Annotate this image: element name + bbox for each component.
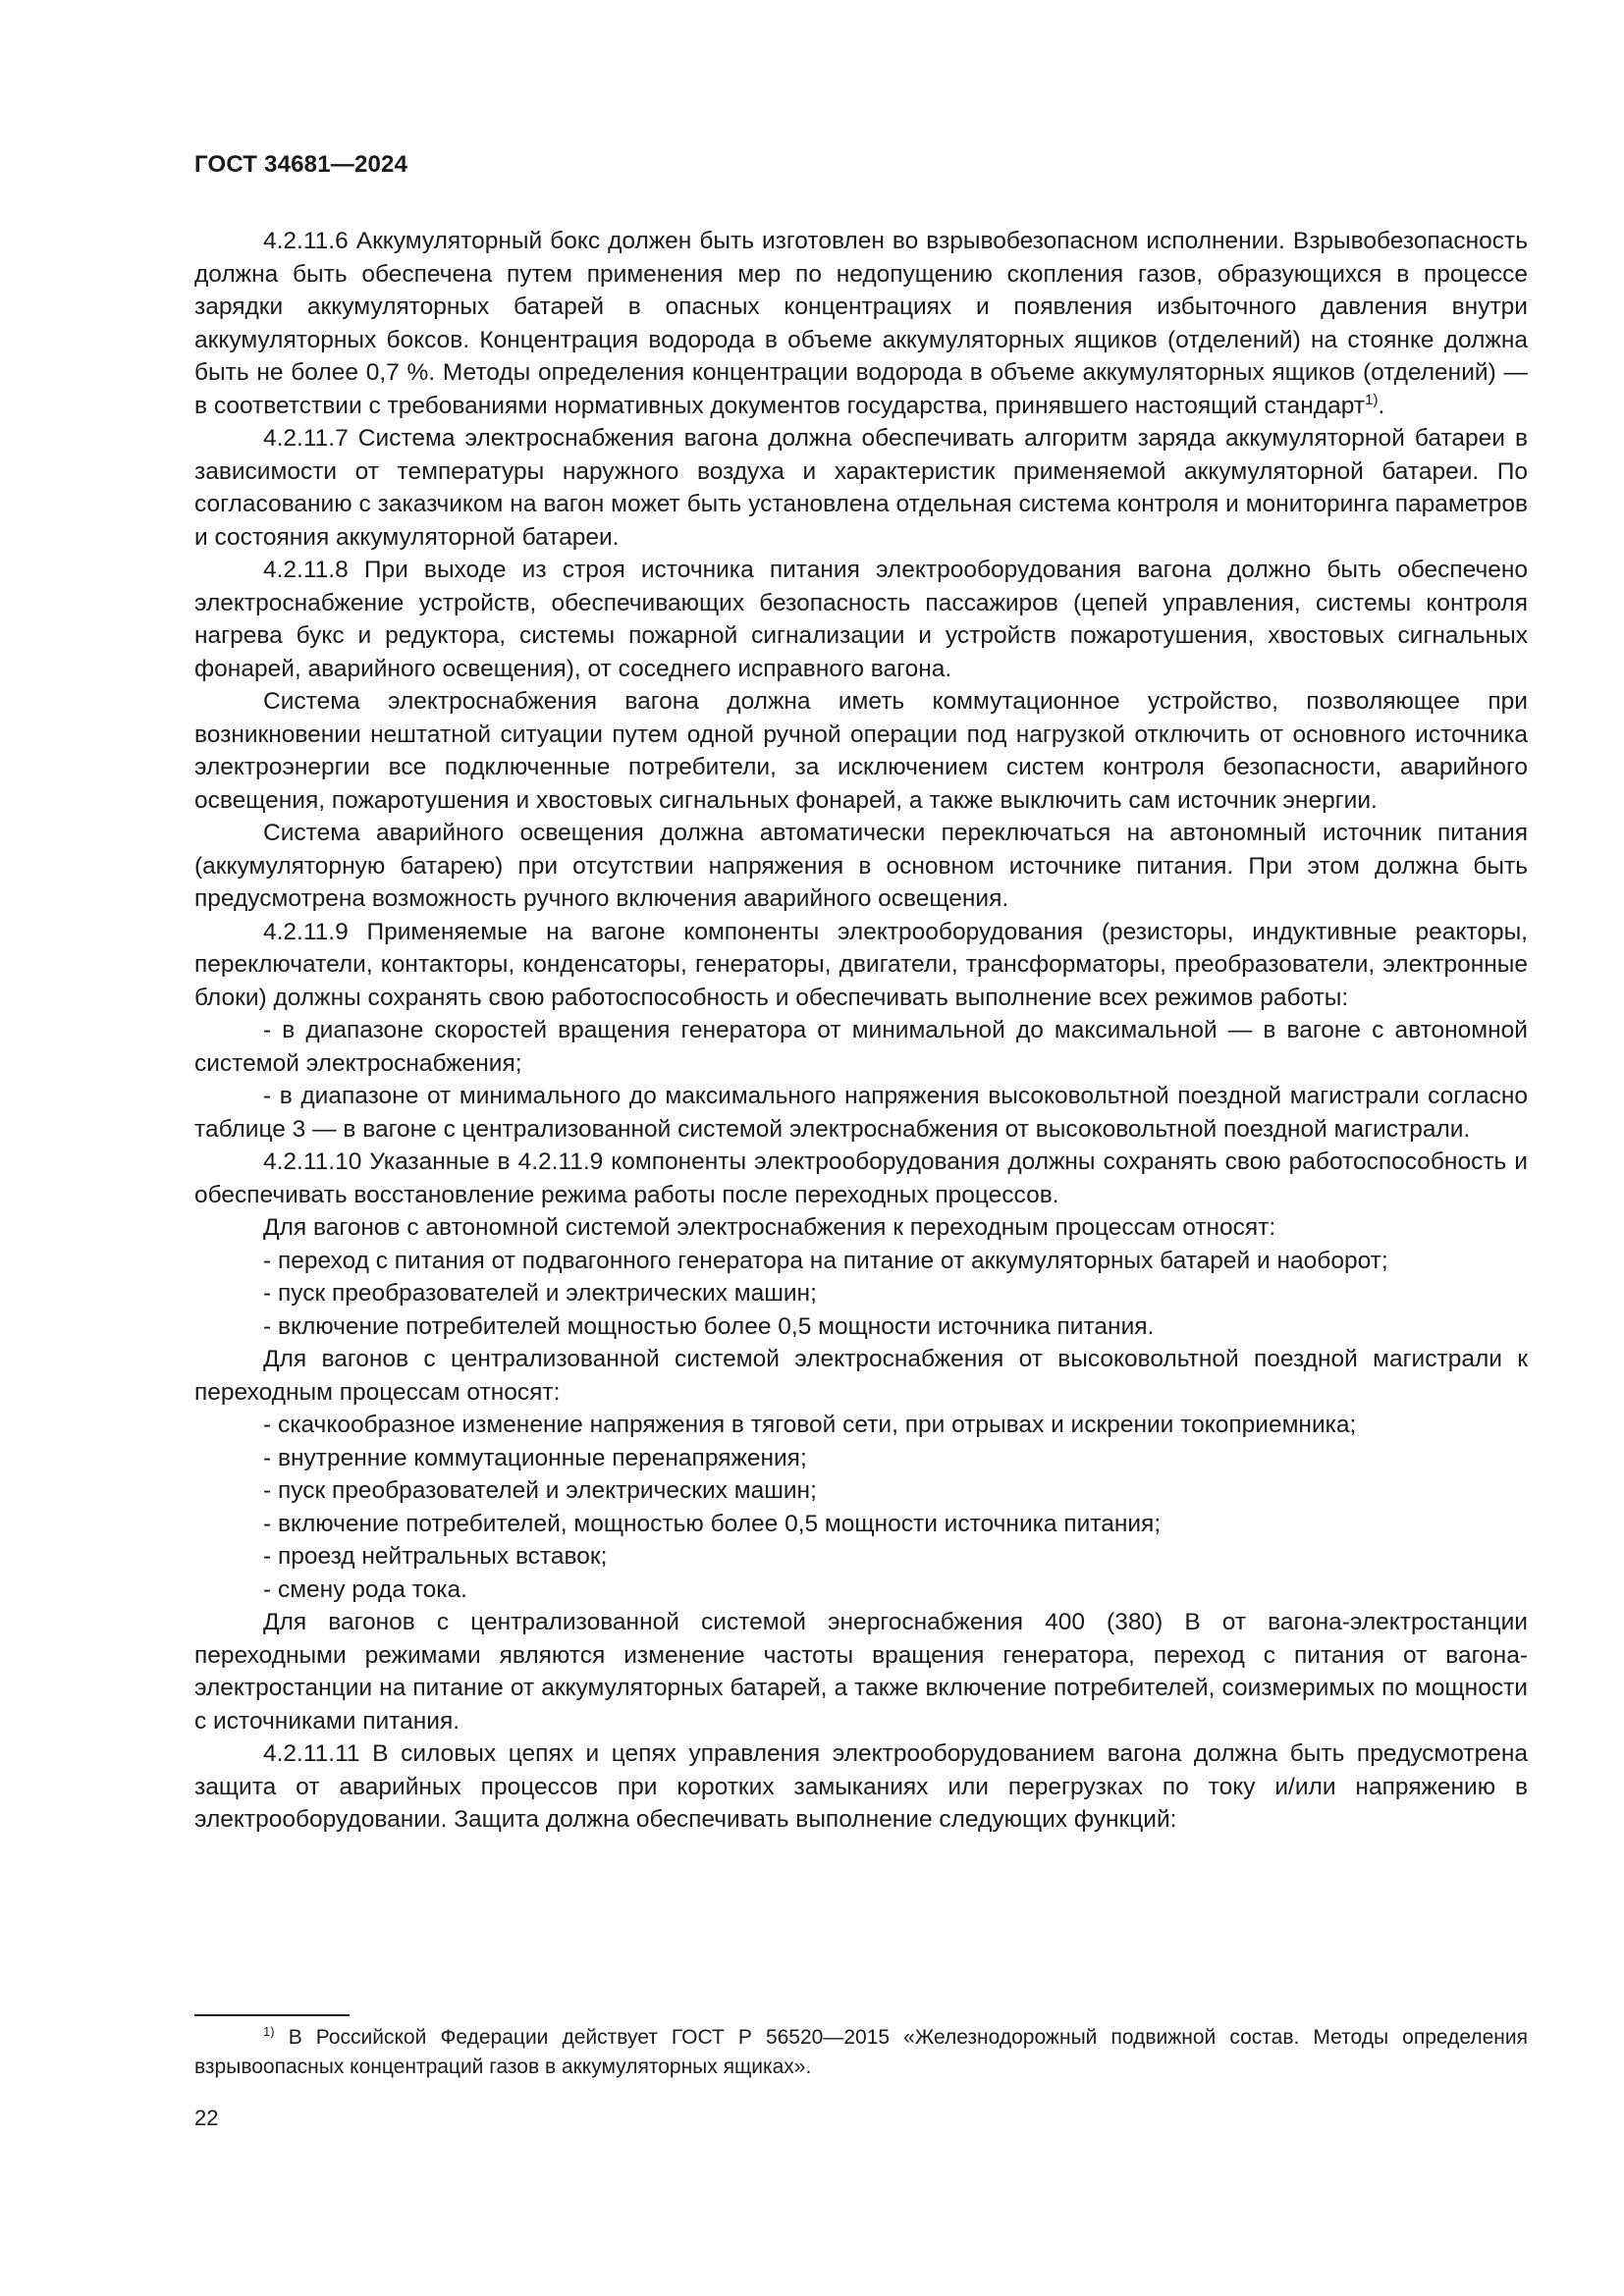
- paragraph: Система электроснабжения вагона должна иметь коммутационное устройство, позволяющее при возникновении нештатной ситуации путем одной ручной операции под нагрузкой отключить от основного источника электроэнергии все подключенные потребители, за исключением систем контроля безопасности, аварийного освещения, пожаротушения и хвостовых сигнальных фонарей, а также выключить сам источник энергии.: [194, 688, 1528, 814]
- paragraph: Для вагонов с централизованной системой энергоснабжения 400 (380) В от вагона-электростанции переходными режимами являются изменение частоты вращения генератора, переход с питания от вагона-электростанции на питание от аккумуляторных батарей, а также включение потребителей, соизмеримых по мощности с источниками питания.: [194, 1609, 1528, 1735]
- list-item: - проезд нейтральных вставок;: [263, 1543, 608, 1570]
- document-header: ГОСТ 34681—2024: [194, 151, 408, 178]
- paragraph: Система аварийного освещения должна автоматически переключаться на автономный источник питания (аккумуляторную батарею) при отсутствии напряжения в основном источнике питания. При этом должна быть предусмотрена возможность ручного включения аварийного освещения.: [194, 820, 1528, 912]
- list-item: - скачкообразное изменение напряжения в тяговой сети, при отрывах и искрении токоприемника;: [263, 1412, 1357, 1438]
- paragraph-4-2-11-10: 4.2.11.10 Указанные в 4.2.11.9 компоненты электрооборудования должны сохранять свою работоспособность и обеспечивать восстановление режима работы после переходных процессов.: [194, 1148, 1528, 1208]
- footnote-reference: 1): [1365, 391, 1379, 408]
- list-item: - в диапазоне скоростей вращения генератора от минимальной до максимальной — в вагоне с автономной системой электроснабжения;: [194, 1017, 1528, 1077]
- paragraph-4-2-11-6: 4.2.11.6 Аккумуляторный бокс должен быть изготовлен во взрывобезопасном исполнении. Взрывобезопасность должна быть обеспечена путем применения мер по недопущению скопления газов, образующихся в процессе зарядки аккумуляторных батарей в опасных концентрациях и появления избыточного давления внутри аккумуляторных боксов. Концентрация водорода в объеме аккумуляторных ящиков (отделений) на стоянке должна быть не более 0,7 %. Методы определения концентрации водорода в объеме аккумуляторных ящиков (отделений) — в соответствии с требованиями нормативных документов государства, принявшего настоящий стандарт$^{1)}$.: [194, 228, 1528, 419]
- document-body: [194, 225, 1528, 1837]
- paragraph-4-2-11-7: 4.2.11.7 Система электроснабжения вагона должна обеспечивать алгоритм заряда аккумуляторной батареи в зависимости от температуры наружного воздуха и характеристик применяемой аккумуляторной батареи. По согласованию с заказчиком на вагон может быть установлена отдельная система контроля и мониторинга параметров и состояния аккумуляторной батареи.: [194, 425, 1528, 551]
- paragraph-4-2-11-8: 4.2.11.8 При выходе из строя источника питания электрооборудования вагона должно быть обеспечено электроснабжение устройств, обеспечивающих безопасность пассажиров (цепей управления, системы контроля нагрева букс и редуктора, системы пожарной сигнализации и устройств пожаротушения, хвостовых сигнальных фонарей, аварийного освещения), от соседнего исправного вагона.: [194, 557, 1528, 682]
- list-item: - включение потребителей мощностью более 0,5 мощности источника питания.: [263, 1312, 1155, 1340]
- list-item: - внутренние коммутационные перенапряжения;: [263, 1444, 807, 1471]
- list-item: - в диапазоне от минимального до максимального напряжения высоковольтной поездной магистрали согласно таблице 3 — в вагоне с централизованной системой электроснабжения от высоковольтной поездной магистрали.: [194, 1083, 1528, 1143]
- list-item: - включение потребителей, мощностью более 0,5 мощности источника питания;: [263, 1510, 1162, 1537]
- paragraph-4-2-11-11: 4.2.11.11 В силовых цепях и цепях управления электрооборудованием вагона должна быть предусмотрена защита от аварийных процессов при коротких замыканиях или перегрузках по току и/или напряжению в электрооборудовании. Защита должна обеспечивать выполнение следующих функций:: [194, 1740, 1528, 1833]
- footnote-text: В Российской Федерации действует ГОСТ Р 56520—2015 «Железнодорожный подвижной состав. Методы определения взрывоопасных концентраций газов в аккумуляторных ящиках».: [194, 2026, 1528, 2078]
- paragraph-4-2-11-9: 4.2.11.9 Применяемые на вагоне компоненты электрооборудования (резисторы, индуктивные реакторы, переключатели, контакторы, конденсаторы, генераторы, двигатели, трансформаторы, преобразователи, электронные блоки) должны сохранять свою работоспособность и обеспечивать выполнение всех режимов работы:: [194, 918, 1528, 1011]
- page-number: 22: [194, 2106, 219, 2130]
- footnote-marker: 1): [263, 2024, 275, 2040]
- list-item: - пуск преобразователей и электрических машин;: [263, 1280, 817, 1307]
- paragraph: Для вагонов с автономной системой электроснабжения к переходным процессам относят:: [263, 1214, 1276, 1241]
- list-item: - смену рода тока.: [263, 1575, 467, 1603]
- footnote: [194, 2023, 1528, 2082]
- footnote-divider: [194, 2014, 350, 2016]
- list-item: - пуск преобразователей и электрических машин;: [263, 1477, 817, 1504]
- list-item: - переход с питания от подвагонного генератора на питание от аккумуляторных батарей и наоборот;: [263, 1247, 1388, 1274]
- paragraph: Для вагонов с централизованной системой электроснабжения от высоковольтной поездной магистрали к переходным процессам относят:: [194, 1346, 1528, 1406]
